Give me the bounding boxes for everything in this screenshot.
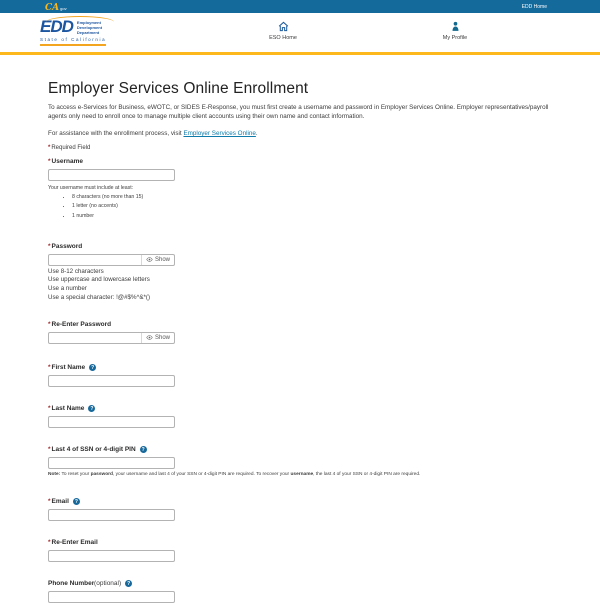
phone-input[interactable] (48, 591, 175, 603)
password-field-wrapper (48, 254, 175, 266)
username-rules-list (48, 194, 552, 218)
reenter-password-input[interactable] (49, 333, 141, 343)
home-icon (278, 21, 289, 32)
nav-eso-home[interactable] (248, 21, 318, 41)
username-rule: • 1 letter (no accents) (72, 203, 552, 209)
required-marker: * (48, 538, 51, 546)
last-name-input[interactable] (48, 416, 175, 428)
ssn-pin-label: *Last 4 of SSN or 4-digit PIN ? (48, 445, 145, 453)
password-rule: Use uppercase and lowercase letters (48, 276, 150, 284)
edd-logo-state-text: State of California (40, 36, 106, 46)
page-title: Employer Services Online Enrollment (48, 80, 309, 97)
nav-eso-home-label: ESO Home (269, 35, 297, 41)
edd-logo-swoosh (46, 16, 114, 28)
form-group-phone (48, 580, 552, 603)
assistance-text (48, 130, 552, 137)
help-icon[interactable]: ? (141, 446, 145, 453)
help-icon[interactable]: ? (74, 498, 78, 505)
form-group-email (48, 498, 552, 521)
form-group-reenter-password (48, 321, 552, 344)
password-rule: Use 8-12 characters (48, 267, 104, 275)
reenter-email-input[interactable] (48, 550, 175, 562)
form-group-username (48, 158, 552, 219)
eye-icon (146, 256, 153, 263)
assistance-suffix: . (255, 130, 258, 137)
required-marker: * (48, 145, 51, 151)
ca-gov-logo-suffix: gov (60, 5, 67, 11)
intro-text: To access e-Services for Business, eWOTC, or SIDES E-Response, you must first create a username and password in Employer Services Online. Employer representatives/payroll agents only need to enroll once to manage multiple client accounts using their own name and contact information. (48, 104, 549, 120)
ssn-pin-input[interactable] (48, 457, 175, 469)
employer-services-online-link[interactable]: Employer Services Online (183, 130, 256, 137)
password-rules (48, 268, 552, 303)
form-group-first-name (48, 364, 552, 387)
required-marker: * (48, 242, 51, 250)
edd-logo[interactable] (40, 19, 106, 46)
help-icon[interactable]: ? (90, 405, 94, 412)
username-hint: Your username must include at least: (48, 185, 134, 191)
last-name-label: *Last Name ? (48, 404, 94, 412)
username-rule: • 1 number (72, 213, 552, 219)
phone-label: Phone Number (optional) ? (48, 579, 131, 587)
required-marker: * (48, 404, 51, 412)
edd-logo-text: EDD (40, 17, 73, 36)
show-reenter-password-button[interactable]: Show (141, 333, 174, 343)
required-marker: * (48, 320, 51, 328)
reenter-password-field-wrapper (48, 332, 175, 344)
email-input[interactable] (48, 509, 175, 521)
password-rule: Use a number (48, 285, 87, 293)
first-name-label: *First Name ? (48, 363, 95, 371)
main-content (0, 55, 600, 603)
ca-gov-logo-text: CA (45, 2, 60, 13)
edd-logo-line2: Development (76, 24, 103, 30)
help-icon[interactable]: ? (91, 364, 95, 371)
ssn-pin-note: Note: To reset your password, your username and last 4 of your SSN or 4-digit PIN are required. To recover your username, the last 4 of your SSN or 4-digit PIN are required. (48, 471, 421, 477)
reenter-email-label: *Re-Enter Email (48, 538, 98, 546)
password-input[interactable] (49, 255, 141, 265)
first-name-input[interactable] (48, 375, 175, 387)
show-password-button[interactable]: Show (141, 255, 174, 265)
edd-home-link[interactable]: EDD Home (521, 3, 547, 10)
help-icon[interactable]: ? (127, 580, 131, 587)
phone-optional-suffix: (optional) (94, 579, 122, 587)
assistance-prefix: For assistance with the enrollment process, visit (48, 130, 184, 137)
nav-my-profile-label: My Profile (442, 35, 468, 41)
edd-logo-line1: Employment (76, 19, 101, 25)
reenter-password-label: *Re-Enter Password (48, 320, 112, 328)
username-input[interactable] (48, 169, 175, 181)
required-marker: * (48, 445, 51, 453)
required-marker: * (48, 363, 51, 371)
required-marker: * (48, 497, 51, 505)
email-label: *Email ? (48, 497, 78, 505)
password-rule: Use a special character: !@#$%^&*() (48, 293, 151, 301)
edd-logo-line3: Department (76, 29, 100, 35)
site-header (0, 13, 600, 52)
form-group-last-name (48, 405, 552, 428)
eye-icon (146, 334, 153, 341)
form-group-reenter-email (48, 539, 552, 562)
required-field-label: Required Field (51, 145, 91, 151)
topbar (0, 0, 600, 13)
nav-my-profile[interactable] (420, 21, 490, 41)
person-icon (450, 21, 461, 32)
username-rule: • 8 characters (no more than 15) (72, 194, 552, 200)
form-group-ssn-pin (48, 446, 552, 478)
form-group-password (48, 243, 552, 303)
username-label: *Username (48, 158, 83, 165)
required-field-note (48, 145, 552, 151)
required-marker: * (48, 158, 51, 165)
password-label: *Password (48, 242, 83, 250)
